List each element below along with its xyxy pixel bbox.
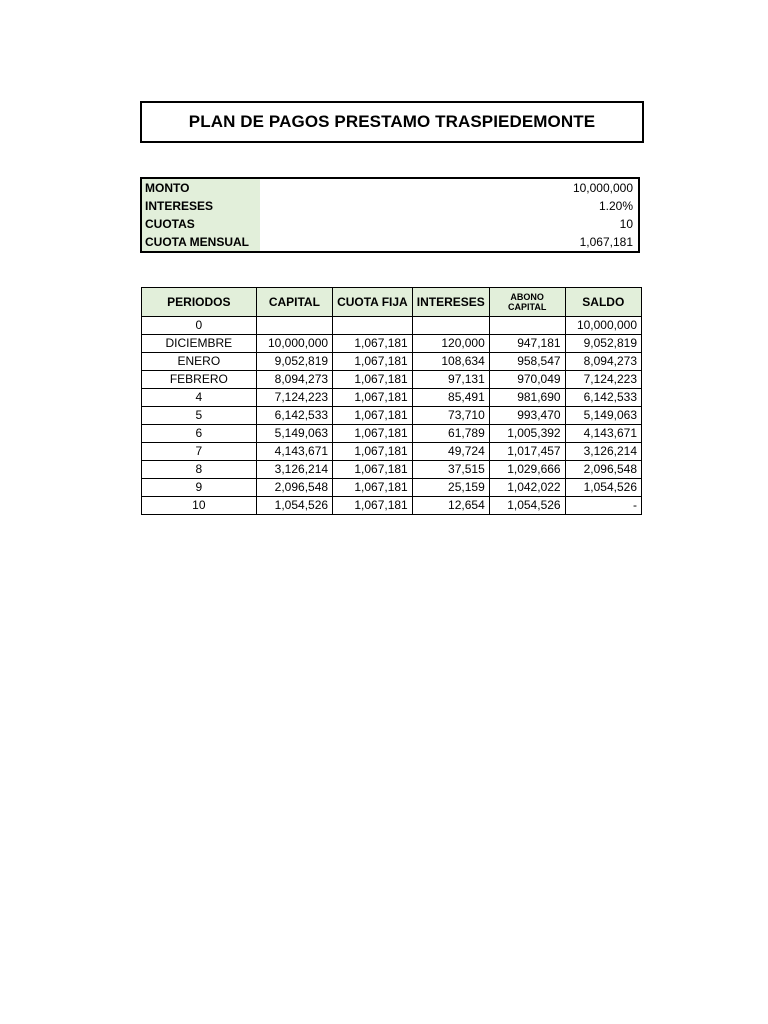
- monto-label: MONTO: [141, 178, 260, 197]
- cell-cuota-fija: 1,067,181: [333, 407, 413, 425]
- cell-saldo: 10,000,000: [565, 317, 641, 335]
- cell-saldo: 2,096,548: [565, 461, 641, 479]
- cell-abono-capital: 1,005,392: [489, 425, 565, 443]
- cell-intereses: 73,710: [412, 407, 489, 425]
- cell-saldo: 1,054,526: [565, 479, 641, 497]
- cell-periodo: 0: [142, 317, 257, 335]
- cell-saldo: 7,124,223: [565, 371, 641, 389]
- cell-periodo: 5: [142, 407, 257, 425]
- intereses-value: 1.20%: [598, 199, 633, 213]
- cell-intereses: 25,159: [412, 479, 489, 497]
- header-periodos: PERIODOS: [142, 288, 257, 317]
- header-capital: CAPITAL: [256, 288, 332, 317]
- cell-intereses: [412, 317, 489, 335]
- cell-cuota-fija: 1,067,181: [333, 389, 413, 407]
- cell-periodo: ENERO: [142, 353, 257, 371]
- cell-saldo: 6,142,533: [565, 389, 641, 407]
- cell-saldo: -: [565, 497, 641, 515]
- summary-row-cuotas: [141, 215, 639, 233]
- cell-capital: 6,142,533: [256, 407, 332, 425]
- monto-value: 10,000,000: [572, 181, 633, 195]
- cell-intereses: 61,789: [412, 425, 489, 443]
- cell-capital: 9,052,819: [256, 353, 332, 371]
- header-intereses: INTERESES: [412, 288, 489, 317]
- header-cuota-fija: CUOTA FIJA: [333, 288, 413, 317]
- cell-periodo: 6: [142, 425, 257, 443]
- cell-abono-capital: 1,029,666: [489, 461, 565, 479]
- intereses-label: INTERESES: [141, 197, 260, 215]
- cell-capital: 2,096,548: [256, 479, 332, 497]
- cell-capital: 5,149,063: [256, 425, 332, 443]
- cell-capital: 8,094,273: [256, 371, 332, 389]
- table-row: [142, 479, 642, 497]
- header-saldo: SALDO: [565, 288, 641, 317]
- cell-periodo: FEBRERO: [142, 371, 257, 389]
- table-row: [142, 461, 642, 479]
- cell-saldo: 3,126,214: [565, 443, 641, 461]
- cell-intereses: 37,515: [412, 461, 489, 479]
- table-row: [142, 317, 642, 335]
- cell-intereses: 85,491: [412, 389, 489, 407]
- cell-capital: 3,126,214: [256, 461, 332, 479]
- cell-abono-capital: 981,690: [489, 389, 565, 407]
- cell-periodo: DICIEMBRE: [142, 335, 257, 353]
- cuota-mensual-value: 1,067,181: [579, 235, 633, 249]
- cell-periodo: 7: [142, 443, 257, 461]
- cell-abono-capital: 1,054,526: [489, 497, 565, 515]
- summary-row-monto: [141, 178, 639, 197]
- cell-cuota-fija: 1,067,181: [333, 425, 413, 443]
- cell-intereses: 97,131: [412, 371, 489, 389]
- cell-intereses: 120,000: [412, 335, 489, 353]
- cell-periodo: 9: [142, 479, 257, 497]
- cell-cuota-fija: 1,067,181: [333, 443, 413, 461]
- cell-abono-capital: 1,042,022: [489, 479, 565, 497]
- cell-cuota-fija: 1,067,181: [333, 353, 413, 371]
- cell-cuota-fija: 1,067,181: [333, 479, 413, 497]
- cuotas-value: 10: [619, 217, 633, 231]
- cell-capital: 10,000,000: [256, 335, 332, 353]
- table-row: [142, 335, 642, 353]
- table-row: [142, 443, 642, 461]
- header-abono-capital: ABONO CAPITAL: [489, 288, 565, 317]
- cell-saldo: 8,094,273: [565, 353, 641, 371]
- table-row: [142, 389, 642, 407]
- cell-intereses: 12,654: [412, 497, 489, 515]
- table-row: [142, 353, 642, 371]
- cell-saldo: 4,143,671: [565, 425, 641, 443]
- table-body: [142, 317, 642, 515]
- cuotas-label: CUOTAS: [141, 215, 260, 233]
- cell-abono-capital: [489, 317, 565, 335]
- cell-cuota-fija: 1,067,181: [333, 497, 413, 515]
- cell-saldo: 9,052,819: [565, 335, 641, 353]
- table-row: [142, 497, 642, 515]
- cuota-mensual-label: CUOTA MENSUAL: [141, 233, 260, 252]
- summary-row-cuota-mensual: [141, 233, 639, 252]
- cell-cuota-fija: 1,067,181: [333, 461, 413, 479]
- cell-cuota-fija: 1,067,181: [333, 371, 413, 389]
- page-title: PLAN DE PAGOS PRESTAMO TRASPIEDEMONTE: [140, 101, 644, 143]
- cell-capital: 7,124,223: [256, 389, 332, 407]
- cell-intereses: 49,724: [412, 443, 489, 461]
- loan-summary-table: [140, 177, 640, 253]
- cell-cuota-fija: 1,067,181: [333, 335, 413, 353]
- cell-abono-capital: 958,547: [489, 353, 565, 371]
- cell-cuota-fija: [333, 317, 413, 335]
- cell-abono-capital: 947,181: [489, 335, 565, 353]
- cell-abono-capital: 1,017,457: [489, 443, 565, 461]
- cell-capital: [256, 317, 332, 335]
- table-row: [142, 425, 642, 443]
- summary-row-intereses: [141, 197, 639, 215]
- cell-periodo: 8: [142, 461, 257, 479]
- table-row: [142, 407, 642, 425]
- table-row: [142, 371, 642, 389]
- cell-capital: 4,143,671: [256, 443, 332, 461]
- cell-intereses: 108,634: [412, 353, 489, 371]
- cell-abono-capital: 993,470: [489, 407, 565, 425]
- cell-periodo: 4: [142, 389, 257, 407]
- payment-plan-table: [141, 287, 642, 515]
- table-header-row: [142, 288, 642, 317]
- cell-capital: 1,054,526: [256, 497, 332, 515]
- cell-periodo: 10: [142, 497, 257, 515]
- cell-abono-capital: 970,049: [489, 371, 565, 389]
- cell-saldo: 5,149,063: [565, 407, 641, 425]
